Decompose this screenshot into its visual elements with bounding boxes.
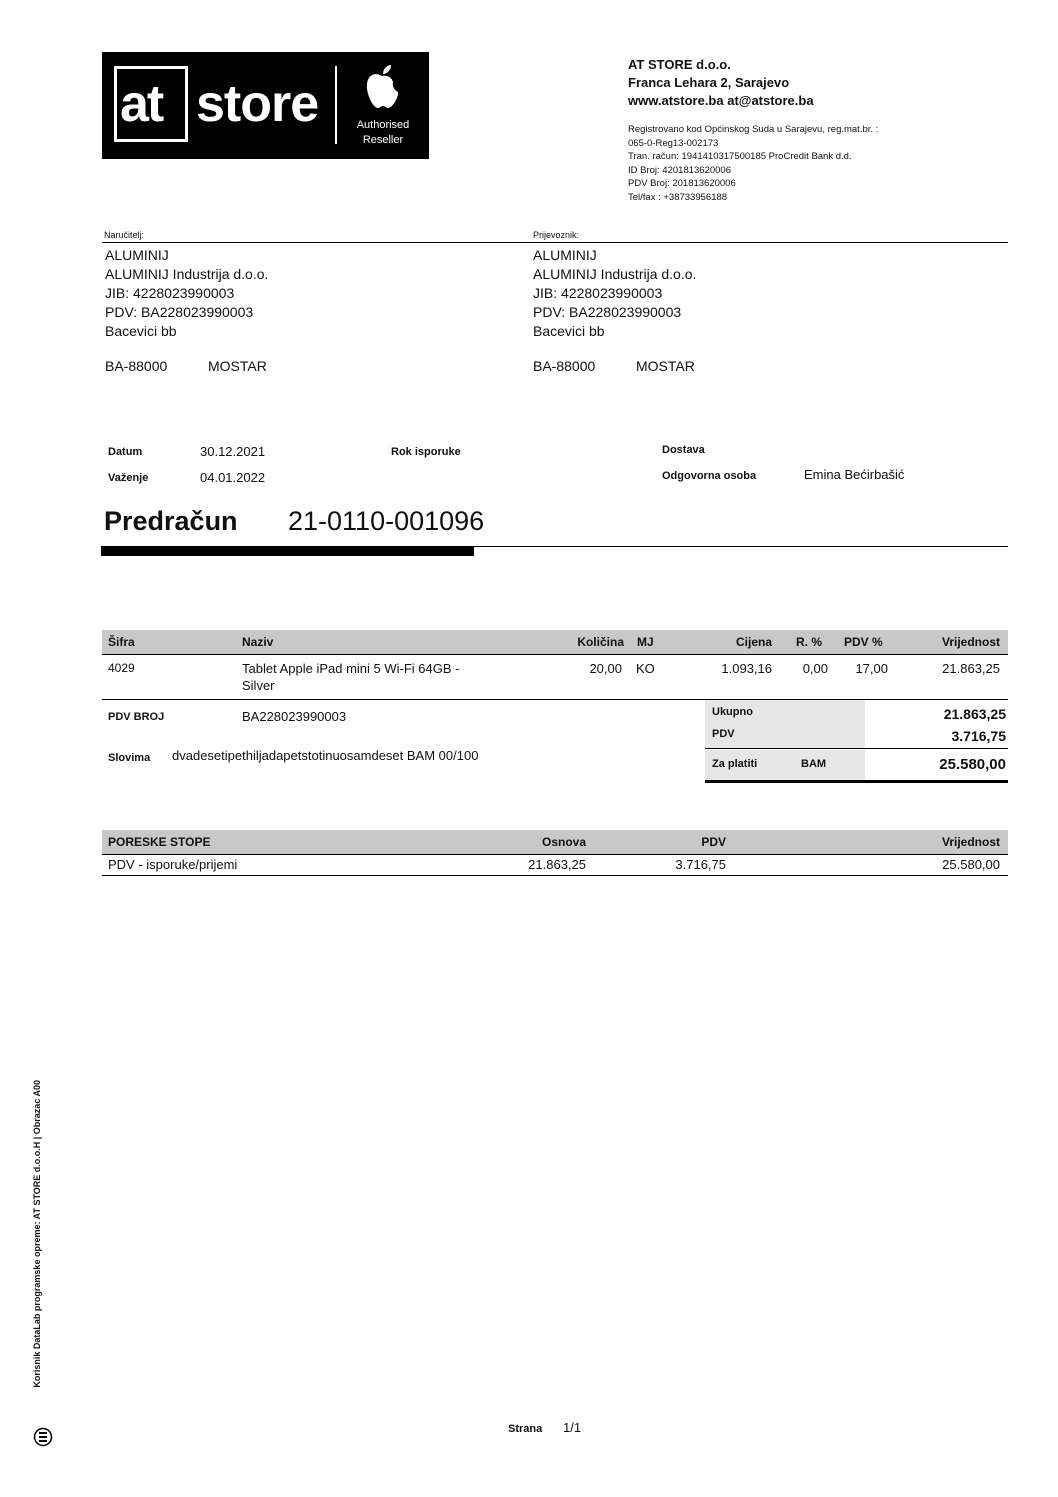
registry-line: PDV Broj: 201813620006 xyxy=(628,178,736,190)
buyer-line: Bacevici bb xyxy=(105,323,177,339)
item-sifra: 4029 xyxy=(108,661,135,675)
tax-row-vrijednost: 25.580,00 xyxy=(942,857,1000,872)
tax-row-pdv: 3.716,75 xyxy=(675,857,726,872)
col-sifra: Šifra xyxy=(108,635,135,649)
registry-line: Tran. račun: 1941410317500185 ProCredit Bank d.d. xyxy=(628,151,852,163)
col-cijena: Cijena xyxy=(735,635,772,649)
item-rabat: 0,00 xyxy=(802,661,828,676)
registry-line: ID Broj: 4201813620006 xyxy=(628,164,731,176)
carrier-line: JIB: 4228023990003 xyxy=(533,285,663,301)
vazenje-value: 04.01.2022 xyxy=(200,470,266,485)
pdv-broj-label: PDV BROJ xyxy=(108,711,165,723)
datalab-icon xyxy=(33,1427,53,1447)
parties-divider xyxy=(102,242,1008,243)
col-vrijednost: Vrijednost xyxy=(941,635,1000,649)
tax-col-stope: PORESKE STOPE xyxy=(108,835,211,849)
carrier-address xyxy=(533,246,696,341)
currency-label: BAM xyxy=(801,758,827,770)
buyer-city: MOSTAR xyxy=(208,358,267,374)
registry-info xyxy=(628,123,878,205)
table-row xyxy=(102,655,1008,700)
item-cijena: 1.093,16 xyxy=(721,661,772,676)
apple-icon xyxy=(350,62,414,114)
tax-col-osnova: Osnova xyxy=(541,835,586,849)
za-platiti-label: Za platiti xyxy=(712,758,758,770)
ukupno-value: 21.863,25 xyxy=(943,706,1006,722)
logo-reseller: Reseller xyxy=(362,134,404,146)
company-address: Franca Lehara 2, Sarajevo xyxy=(628,75,790,90)
title-bar-thick xyxy=(101,546,474,556)
company-web: www.atstore.ba at@atstore.ba xyxy=(628,93,814,108)
page-label: Strana xyxy=(508,1423,543,1435)
za-platiti-value: 25.580,00 xyxy=(939,756,1006,773)
items-table-header xyxy=(102,630,1008,655)
item-mj: KO xyxy=(636,661,655,676)
item-pdv: 17,00 xyxy=(855,661,888,676)
tax-row-label: PDV - isporuke/prijemi xyxy=(108,857,238,872)
buyer-address xyxy=(105,246,268,341)
logo-authorised: Authorised xyxy=(356,119,410,131)
pdv-total-value: 3.716,75 xyxy=(951,728,1006,744)
col-naziv: Naziv xyxy=(242,635,274,649)
carrier-line: Bacevici bb xyxy=(533,323,605,339)
tax-col-pdv: PDV xyxy=(701,835,726,849)
buyer-line: JIB: 4228023990003 xyxy=(105,285,235,301)
pdv-total-label: PDV xyxy=(712,728,735,740)
odgovorna-osoba-label: Odgovorna osoba xyxy=(662,470,757,482)
item-kolicina: 20,00 xyxy=(589,661,622,676)
company-name: AT STORE d.o.o. xyxy=(628,57,731,72)
carrier-postal: BA-88000 xyxy=(533,358,596,374)
registry-line: 065-0-Reg13-002173 xyxy=(628,137,719,149)
logo-at-text: at xyxy=(120,75,163,133)
title-bar-thin xyxy=(474,546,1008,547)
carrier-line: ALUMINIJ Industrija d.o.o. xyxy=(533,266,697,282)
side-footer-text: Korisnik DataLab programske opreme: AT STORE d.o.o.H | Obrazac A00 xyxy=(32,1080,42,1388)
registry-line: Registrovano kod Općinskog Suda u Sarajevu, reg.mat.br. : xyxy=(628,124,879,135)
col-mj: MJ xyxy=(637,635,654,649)
totals-divider xyxy=(705,748,1008,749)
odgovorna-osoba-value: Emina Bećirbašić xyxy=(804,467,905,482)
item-vrijednost: 21.863,25 xyxy=(942,661,1000,676)
rok-isporuke-label: Rok isporuke xyxy=(391,446,461,458)
document-number: 21-0110-001096 xyxy=(288,506,485,536)
document-title: Predračun xyxy=(104,506,238,536)
buyer-line: PDV: BA228023990003 xyxy=(105,304,254,320)
company-info xyxy=(628,56,814,110)
table-row xyxy=(102,855,1008,876)
totals-bottom-rule xyxy=(705,780,1008,783)
buyer-line: ALUMINIJ xyxy=(105,247,169,263)
slovima-label: Slovima xyxy=(108,752,151,764)
dostava-label: Dostava xyxy=(662,444,705,456)
slovima-value: dvadesetipethiljadapetstotinuosamdeset BAM 00/100 xyxy=(172,748,479,763)
company-logo xyxy=(102,52,429,159)
col-kolicina: Količina xyxy=(577,635,624,649)
buyer-line: ALUMINIJ Industrija d.o.o. xyxy=(105,266,269,282)
pdv-broj-value: BA228023990003 xyxy=(242,709,347,724)
ukupno-label: Ukupno xyxy=(712,706,753,718)
buyer-label: Naručitelj: xyxy=(104,230,145,240)
logo-store-text: store xyxy=(196,75,319,133)
registry-line: Tel/fax : +38733956188 xyxy=(628,191,728,203)
vazenje-label: Važenje xyxy=(108,472,149,484)
datum-value: 30.12.2021 xyxy=(200,444,266,459)
col-pdv: PDV % xyxy=(844,635,883,649)
datum-label: Datum xyxy=(108,446,143,458)
tax-table-header xyxy=(102,830,1008,855)
carrier-city: MOSTAR xyxy=(636,358,695,374)
item-naziv-line2: Silver xyxy=(242,678,275,693)
buyer-postal: BA-88000 xyxy=(105,358,168,374)
tax-row-osnova: 21.863,25 xyxy=(528,857,586,872)
carrier-line: PDV: BA228023990003 xyxy=(533,304,682,320)
carrier-label: Prijevoznik: xyxy=(533,230,580,240)
col-rabat: R. % xyxy=(796,635,823,649)
page-number: 1/1 xyxy=(563,1420,582,1435)
carrier-line: ALUMINIJ xyxy=(533,247,597,263)
tax-col-vrijednost: Vrijednost xyxy=(941,835,1000,849)
logo-separator xyxy=(335,66,337,144)
item-naziv: Tablet Apple iPad mini 5 Wi-Fi 64GB - xyxy=(242,661,460,676)
